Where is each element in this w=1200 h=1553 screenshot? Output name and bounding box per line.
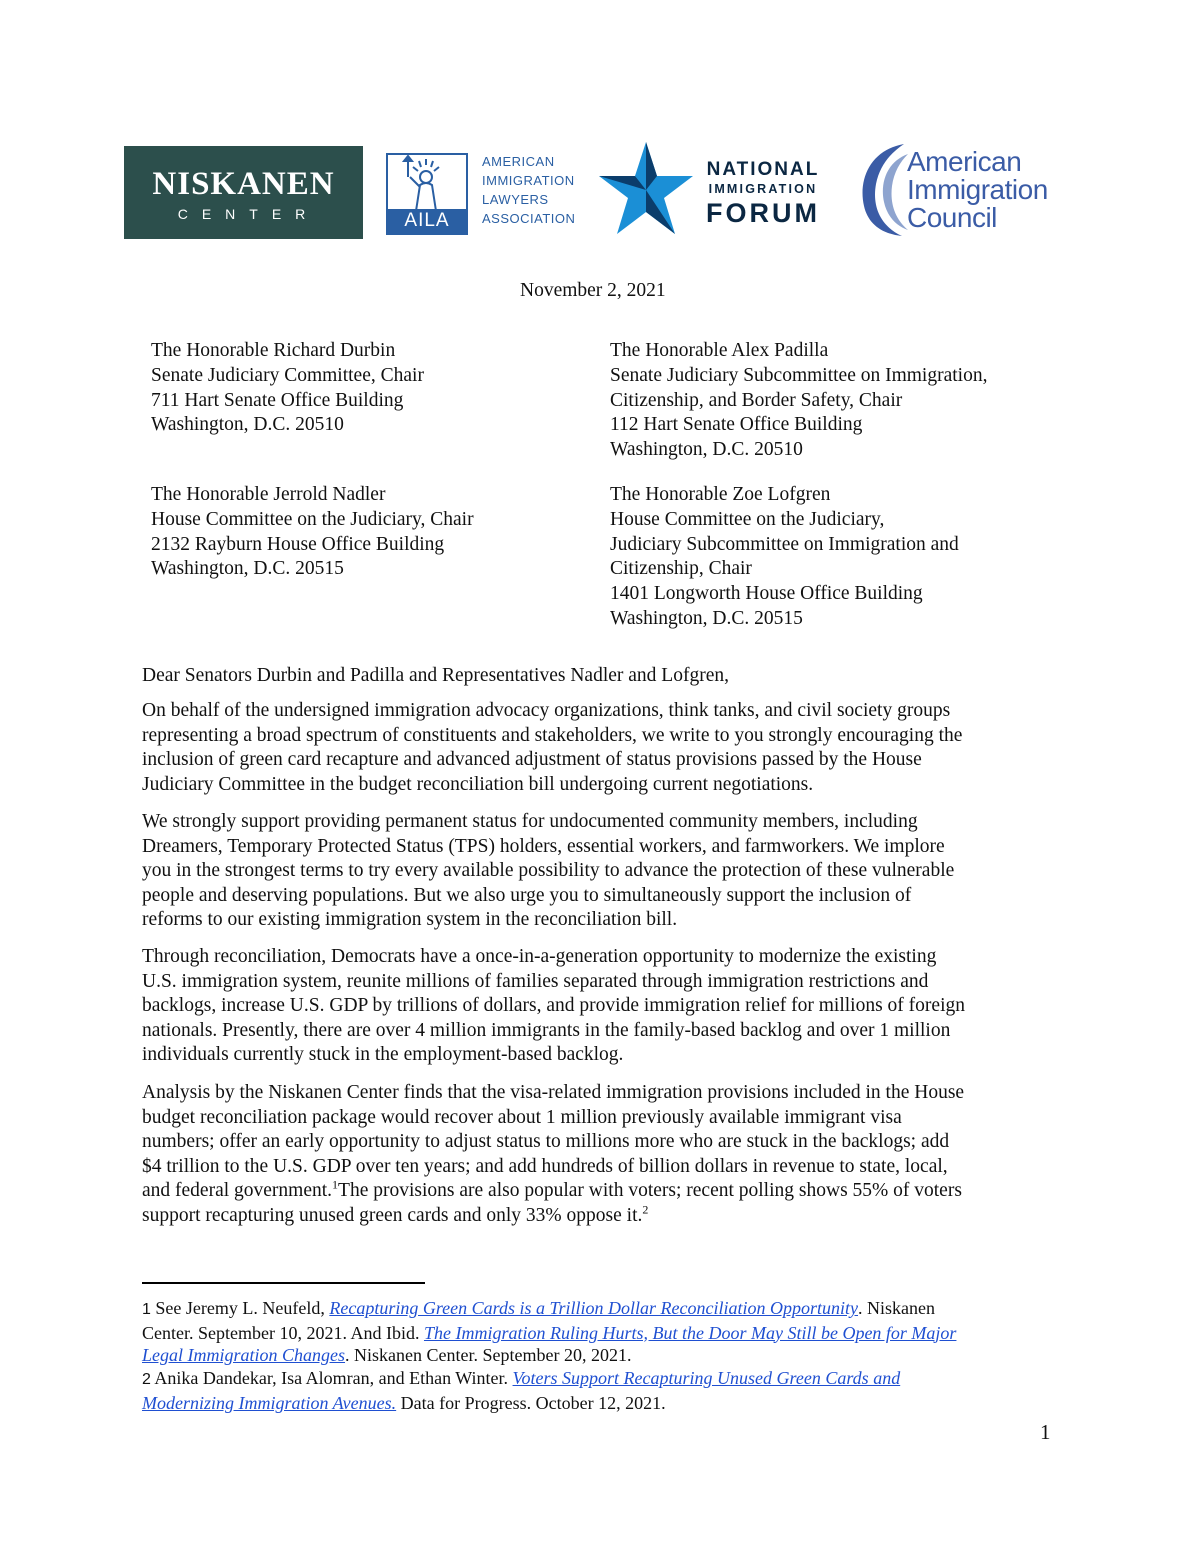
paragraph-3 (142, 945, 1062, 1068)
footnote-link[interactable]: Recapturing Green Cards is a Trillion Dollar Reconciliation Opportunity (329, 1298, 858, 1318)
niskanen-center-logo (124, 146, 363, 239)
address-line: The Honorable Alex Padilla (610, 340, 829, 361)
aila-line: LAWYERS (482, 192, 549, 207)
address-line: Judiciary Subcommittee on Immigration and (610, 533, 959, 555)
address-line: 711 Hart Senate Office Building (151, 389, 404, 411)
paragraph-line: budget reconciliation package would recover about 1 million previously available immigrant visa (142, 1106, 902, 1128)
address-line: Washington, D.C. 20510 (151, 414, 344, 436)
footnote-line (142, 1367, 1062, 1392)
paragraph-line: reforms to our existing immigration system in the reconciliation bill. (142, 909, 678, 931)
text-run: support recapturing unused green cards and only 33% oppose it. (142, 1204, 643, 1226)
text-run: Data for Progress. October 12, 2021. (396, 1392, 666, 1413)
addressee-nadler (151, 483, 474, 582)
paragraph-line: Dreamers, Temporary Protected Status (TPS) holders, essential workers, and farmworkers. We implore (142, 835, 945, 857)
footnote-line (142, 1344, 1062, 1367)
aic-line: Immigration (907, 174, 1048, 205)
paragraph-line: Analysis by the Niskanen Center finds that the visa-related immigration provisions included in the House (142, 1082, 965, 1103)
footnote-link[interactable]: Voters Support Recapturing Unused Green Cards and (512, 1368, 901, 1388)
paragraph-line: $4 trillion to the U.S. GDP over ten years; and add hundreds of billion dollars in revenue to state, local, (142, 1155, 948, 1177)
aila-line: AMERICAN (482, 154, 555, 169)
paragraph-4 (142, 1081, 1062, 1229)
text-run: . Niskanen (858, 1298, 935, 1318)
paragraph-line: U.S. immigration system, reunite millions of families separated through immigration restrictions and (142, 970, 929, 992)
american-immigration-council-logo (907, 148, 1048, 232)
aila-line: ASSOCIATION (482, 211, 576, 226)
paragraph-line: you in the strongest terms to try every available possibility to advance the protection of these vulnerable (142, 860, 955, 882)
paragraph-line: individuals currently stuck in the employment-based backlog. (142, 1044, 624, 1066)
addressee-durbin (151, 339, 424, 438)
aila-abbr: AILA (388, 209, 466, 233)
paragraph-1 (142, 699, 1062, 797)
aic-line: American (907, 146, 1022, 177)
paragraph-line (142, 1179, 1062, 1204)
footnote-number: 1 (142, 1301, 151, 1318)
text-run: and federal government. (142, 1180, 333, 1202)
aila-line: IMMIGRATION (482, 173, 575, 188)
aic-line: Council (907, 202, 997, 233)
paragraph-line: representing a broad spectrum of constituents and stakeholders, we write to you strongly encouraging the (142, 724, 963, 746)
footnote-link[interactable]: Modernizing Immigration Avenues. (142, 1392, 397, 1413)
text-run: Center. September 10, 2021. And Ibid. (142, 1322, 424, 1343)
footnote-line (142, 1297, 1062, 1322)
address-line: House Committee on the Judiciary, (610, 508, 885, 530)
address-line: House Committee on the Judiciary, Chair (151, 508, 474, 530)
address-line: 1401 Longworth House Office Building (610, 583, 923, 605)
american-immigration-council-mark-icon (852, 140, 910, 237)
nif-line: FORUM (706, 197, 820, 228)
address-line: Washington, D.C. 20510 (610, 439, 803, 461)
footnote-ref-2[interactable]: 2 (642, 1202, 649, 1217)
footnote-line (142, 1392, 1062, 1415)
paragraph-line: inclusion of green card recapture and advanced adjustment of status provisions passed by the House (142, 749, 922, 771)
text-run: . Niskanen Center. September 20, 2021. (345, 1345, 632, 1365)
footnote-number: 2 (142, 1371, 151, 1388)
footnote-1 (142, 1297, 1062, 1367)
statue-of-liberty-icon (388, 155, 466, 211)
address-line: Senate Judiciary Committee, Chair (151, 364, 424, 386)
national-immigration-forum-logo (706, 160, 820, 227)
paragraph-line: people and deserving populations. But we also urge you to simultaneously support the inclusion of (142, 884, 912, 906)
nif-line: NATIONAL (706, 159, 820, 180)
footnote-link[interactable]: Legal Immigration Changes (142, 1345, 346, 1365)
nif-line: IMMIGRATION (708, 182, 818, 196)
paragraph-line (142, 1204, 1062, 1229)
address-line: Citizenship, Chair (610, 558, 752, 580)
footnote-divider (142, 1282, 425, 1284)
footnote-2 (142, 1367, 1062, 1414)
text-run: Anika Dandekar, Isa Alomran, and Ethan Winter. (150, 1368, 513, 1388)
paragraph-line: nationals. Presently, there are over 4 million immigrants in the family-based backlog and over 1 million (142, 1019, 951, 1041)
address-line: 2132 Rayburn House Office Building (151, 533, 445, 555)
paragraph-line: Judiciary Committee in the budget reconciliation bill undergoing current negotiations. (142, 773, 814, 795)
address-line: The Honorable Zoe Lofgren (610, 484, 831, 505)
footnote-link[interactable]: The Immigration Ruling Hurts, But the Door May Still be Open for Major (423, 1322, 957, 1343)
star-icon (596, 140, 696, 240)
text-run: See Jeremy L. Neufeld, (150, 1298, 330, 1318)
footnote-line (142, 1322, 1062, 1345)
address-line: Washington, D.C. 20515 (610, 607, 803, 629)
page-number: 1 (1040, 1420, 1051, 1444)
letter-date: November 2, 2021 (520, 280, 666, 301)
paragraph-line: numbers; offer an early opportunity to adjust status to millions more who are stuck in the backlogs; add (142, 1131, 950, 1153)
addressee-padilla (610, 339, 987, 463)
text-run: The provisions are also popular with voters; recent polling shows 55% of voters (338, 1180, 962, 1202)
logo-banner (124, 140, 1054, 240)
footnote-ref-1[interactable]: 1 (332, 1177, 339, 1192)
aila-logo (386, 153, 468, 235)
paragraph-line: Through reconciliation, Democrats have a once-in-a-generation opportunity to modernize the existing (142, 946, 937, 967)
niskanen-logo-word: NISKANEN (152, 166, 335, 202)
paragraph-line: We strongly support providing permanent status for undocumented community members, including (142, 811, 918, 832)
address-line: The Honorable Jerrold Nadler (151, 484, 386, 505)
address-line: Citizenship, and Border Safety, Chair (610, 389, 903, 411)
address-line: 112 Hart Senate Office Building (610, 414, 863, 436)
paragraph-2 (142, 810, 1062, 933)
salutation: Dear Senators Durbin and Padilla and Representatives Nadler and Lofgren, (142, 665, 729, 686)
addressee-lofgren (610, 483, 959, 632)
address-line: Washington, D.C. 20515 (151, 558, 344, 580)
paragraph-line: On behalf of the undersigned immigration advocacy organizations, think tanks, and civil society groups (142, 700, 951, 721)
paragraph-line: backlogs, increase U.S. GDP by trillions of dollars, and provide immigration relief for millions of foreign (142, 995, 965, 1017)
address-line: The Honorable Richard Durbin (151, 340, 396, 361)
niskanen-logo-sub: CENTER (177, 206, 320, 222)
address-line: Senate Judiciary Subcommittee on Immigration, (610, 364, 988, 386)
aila-name (482, 152, 575, 228)
